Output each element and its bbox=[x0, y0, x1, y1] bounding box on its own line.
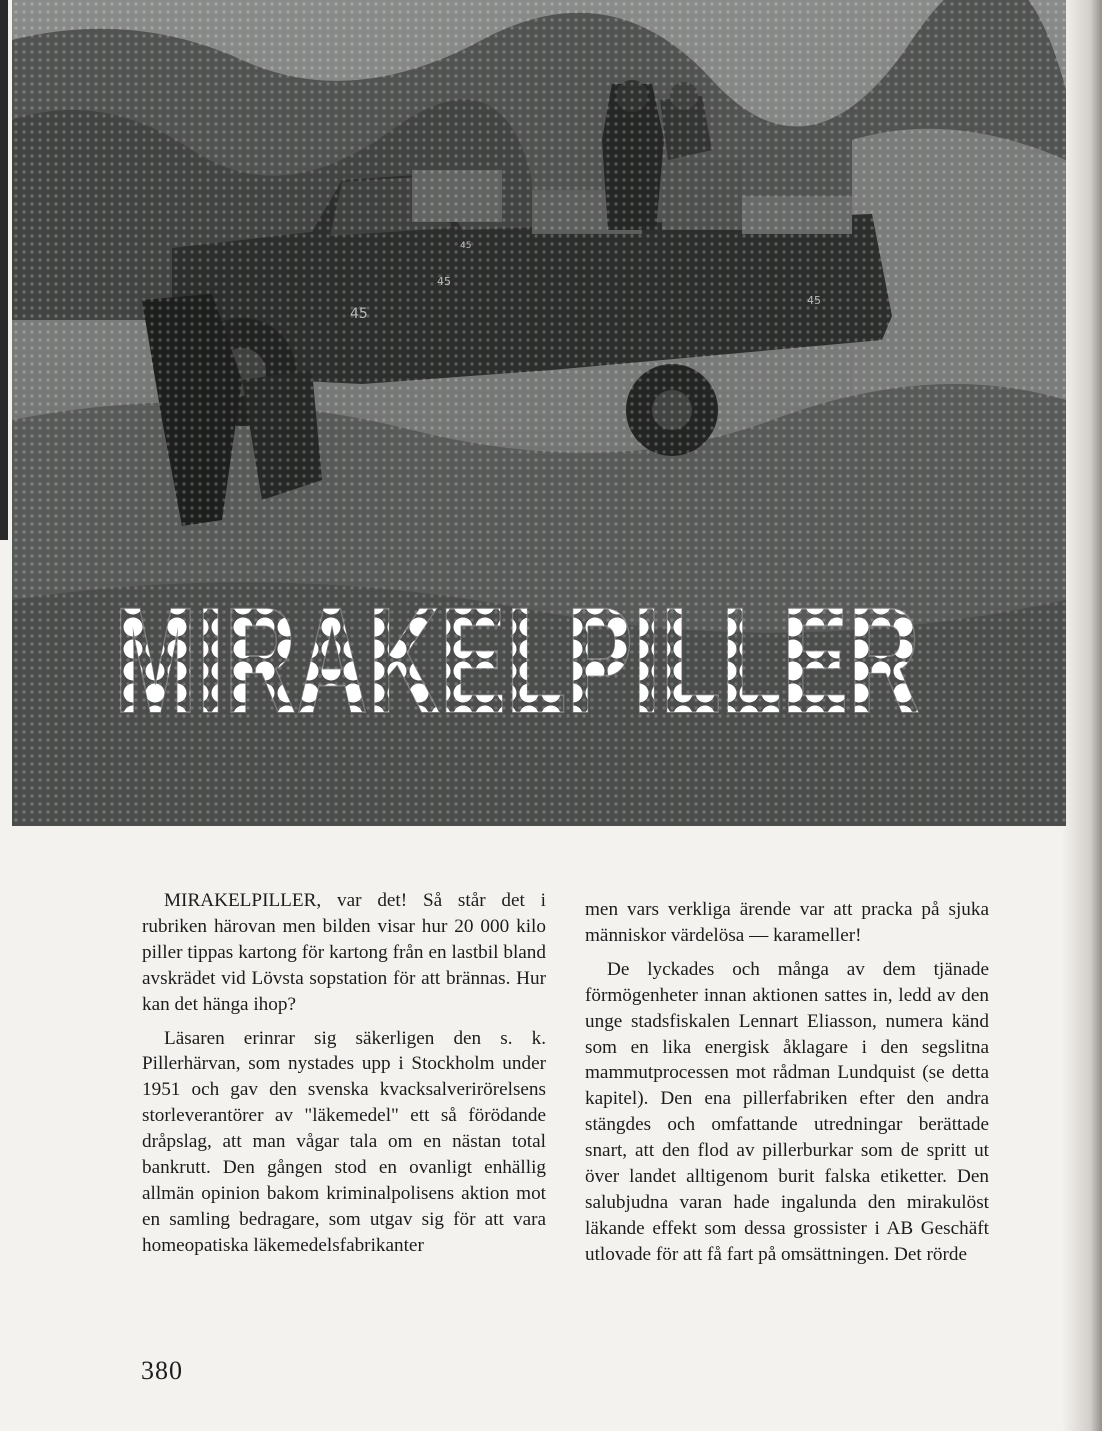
headline-title bbox=[12, 0, 1066, 826]
article-photo bbox=[12, 0, 1066, 826]
page-number: 380 bbox=[141, 1356, 183, 1385]
svg-text:MIRAKELPILLER: MIRAKELPILLER bbox=[114, 576, 920, 744]
paragraph-continuation: men vars verkliga ärende var att pracka på sjuka människor värdelösa — karameller! bbox=[585, 899, 989, 946]
page-left-shadow bbox=[0, 0, 8, 540]
paragraph-investigation: De lyckades och många av dem tjänade förmögenheter innan aktionen sattes in, ledd av den unge stadsfiskalen Lennart Eliasson, numera känd som en lika energisk åklagare i den segslitna mammutprocessen mot rådman Lundquist (se detta kapitel). Den ena pillerfabriken efter den andra stängdes och omfattande utredningar berättade snart, att den flod av pillerburkar som de spritt ut över landet alltigenom burit falska etiketter. Den salubjudna varan hade ingalunda den mirakulöst läkande effekt som dessa grossister i AB Geschäft utlovade för att få fart på omsättningen. Det rörde bbox=[585, 958, 989, 1265]
article-column-left bbox=[142, 888, 546, 1267]
paragraph-intro: MIRAKELPILLER, var det! Så står det i rubriken härovan men bilden visar hur 20 000 kilo piller tippas kartong för kartong från en lastbil bland avskrädet vid Lövsta sopstation för att brännas. Hur kan det hänga ihop? bbox=[142, 890, 546, 1015]
paragraph-background: Läsaren erinrar sig säkerligen den s. k. Pillerhärvan, som nystades upp i Stockholm under 1951 och gav den svenska kvacksalverirörelsens storleverantörer av "läkemedel" ett så förödande dråpslag, att man vågar tala om en nästan total bankrutt. Den gången stod en ovanligt enhällig allmän opinion bakom kriminalpolisens aktion mot en samling bedragare, som utgav sig för att vara homeopatiska läkemedelsfabrikanter bbox=[142, 1027, 546, 1256]
page-right-shadow bbox=[1062, 0, 1102, 1431]
article-column-right bbox=[585, 897, 989, 1276]
